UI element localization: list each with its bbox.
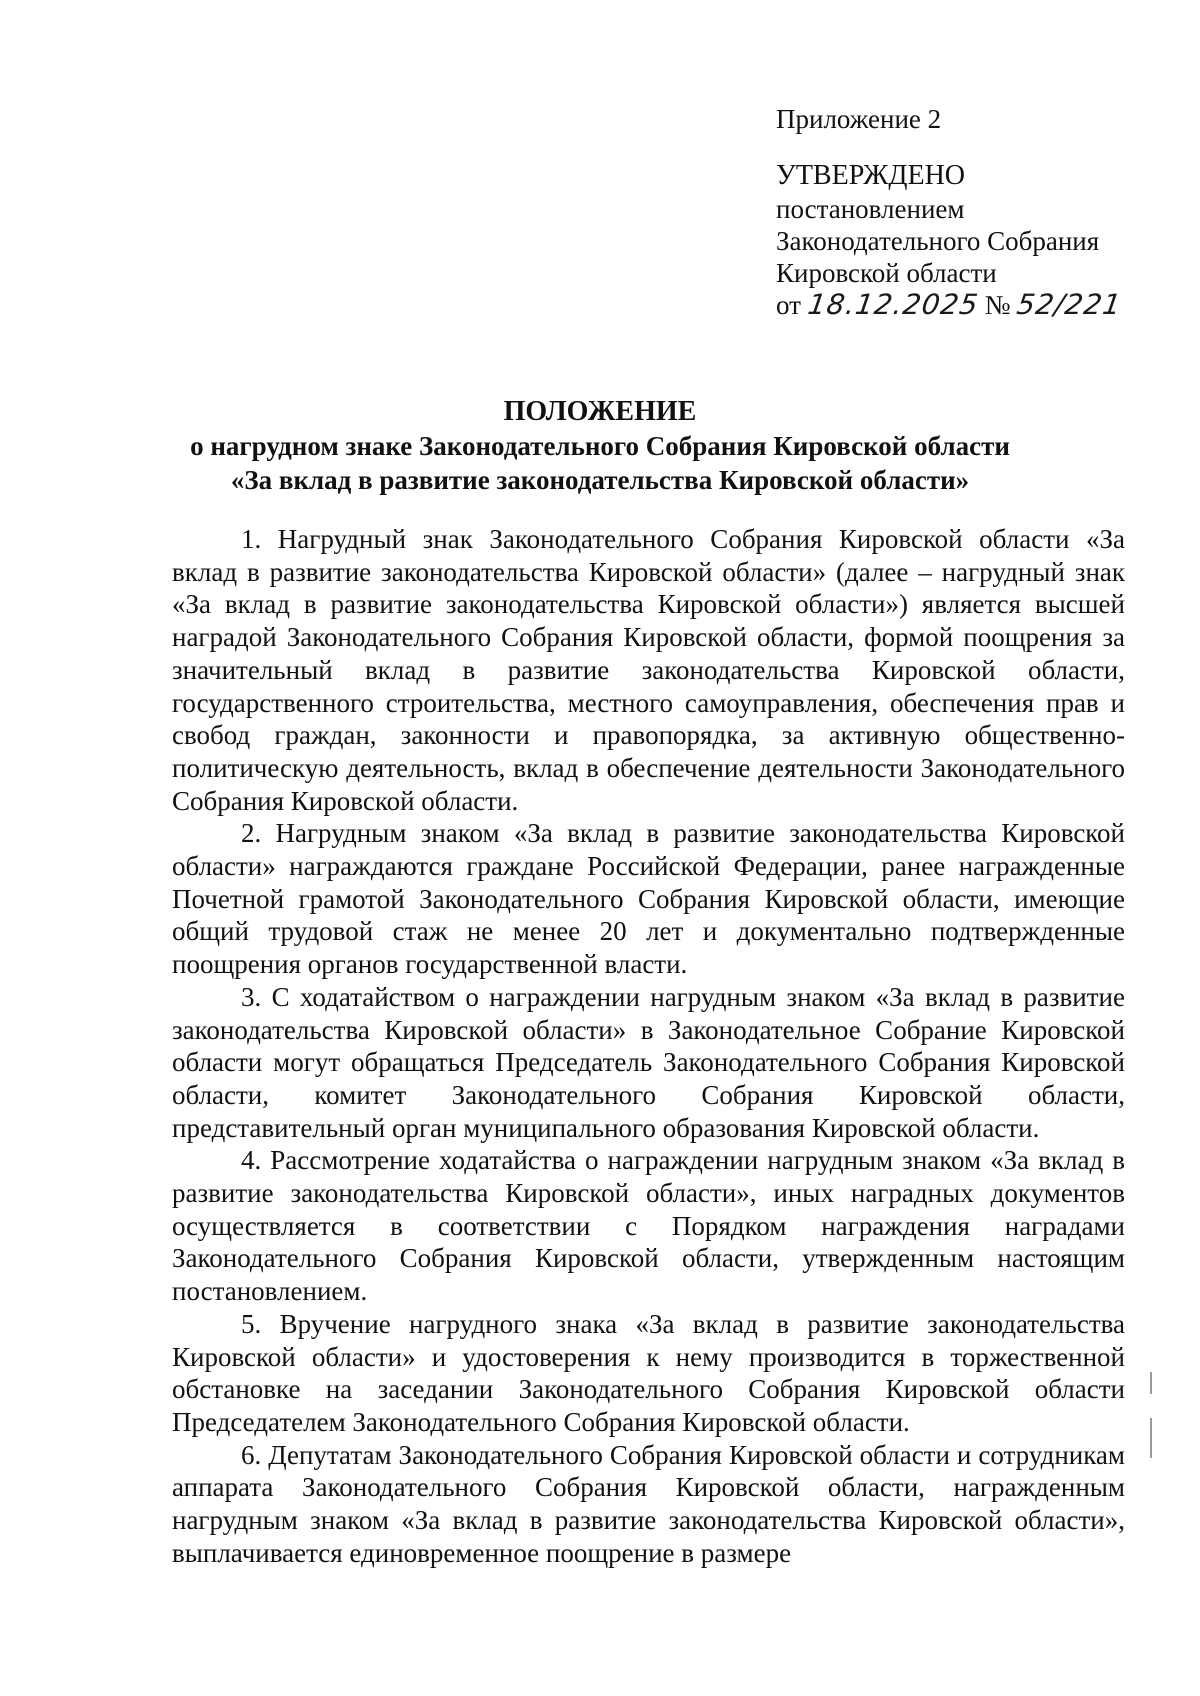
approval-line-1: постановлением: [776, 194, 965, 224]
approved-heading: УТВЕРЖДЕНО: [776, 160, 966, 191]
paragraph-6: 6. Депутатам Законодательного Собрания Кировской области и сотрудникам аппарата Законодательного Собрания Кировской области, награжденным нагрудным знаком «За вклад в развитие законодательства Кировской области», выплачивается единовременное поощрение в размере: [172, 1439, 1125, 1568]
approval-date-line: [776, 288, 1125, 321]
title-line-2: о нагрудном знаке Законодательного Собрания Кировской области: [190, 431, 1010, 461]
date-prefix: от: [776, 290, 801, 320]
title-line-3: «За вклад в развитие законодательства Кировской области»: [230, 465, 970, 495]
number-prefix: №: [984, 290, 1011, 320]
document-title: [0, 395, 1200, 497]
approval-line-2: Законодательного Собрания: [776, 226, 1100, 256]
title-line-1: ПОЛОЖЕНИЕ: [503, 396, 697, 427]
handwritten-number: 52/221: [1015, 288, 1125, 321]
approval-line-3: Кировской области: [776, 258, 997, 288]
document-body: [172, 523, 1125, 1570]
scan-margin-mark: [1150, 1418, 1152, 1458]
approval-block: [776, 103, 1125, 321]
appendix-label: Приложение 2: [776, 104, 942, 134]
paragraph-1: 1. Нагрудный знак Законодательного Собрания Кировской области «За вклад в развитие законодательства Кировской области» (далее – нагрудный знак «За вклад в развитие законодательства Кировской области») является высшей наградой Законодательного Собрания Кировской области, формой поощрения за значительный вклад в развитие законодательства Кировской области, государственного строительства, местного самоуправления, обеспечения прав и свобод граждан, законности и правопорядка, за активную общественно-политическую деятельность, вклад в обеспечение деятельности Законодательного Собрания Кировской области.: [172, 524, 1125, 816]
handwritten-date: 18.12.2025: [805, 288, 981, 321]
scan-margin-mark: [1150, 1372, 1152, 1394]
paragraph-5: 5. Вручение нагрудного знака «За вклад в развитие законодательства Кировской области» и удостоверения к нему производится в торжественной обстановке на заседании Законодательного Собрания Кировской области Председателем Законодательного Собрания Кировской области.: [172, 1308, 1125, 1437]
paragraph-4: 4. Рассмотрение ходатайства о награждении нагрудным знаком «За вклад в развитие законодательства Кировской области», иных наградных документов осуществляется в соответствии с Порядком награждения наградами Законодательного Собрания Кировской области, утвержденным настоящим постановлением.: [172, 1145, 1125, 1307]
paragraph-2: 2. Нагрудным знаком «За вклад в развитие законодательства Кировской области» награждаются граждане Российской Федерации, ранее награжденные Почетной грамотой Законодательного Собрания Кировской области, имеющие общий трудовой стаж не менее 20 лет и документально подтвержденные поощрения органов государственной власти.: [172, 818, 1125, 980]
paragraph-3: 3. С ходатайством о награждении нагрудным знаком «За вклад в развитие законодательства Кировской области» в Законодательное Собрание Кировской области могут обращаться Председатель Законодательного Собрания Кировской области, комитет Законодательного Собрания Кировской области, представительный орган муниципального образования Кировской области.: [172, 981, 1125, 1143]
